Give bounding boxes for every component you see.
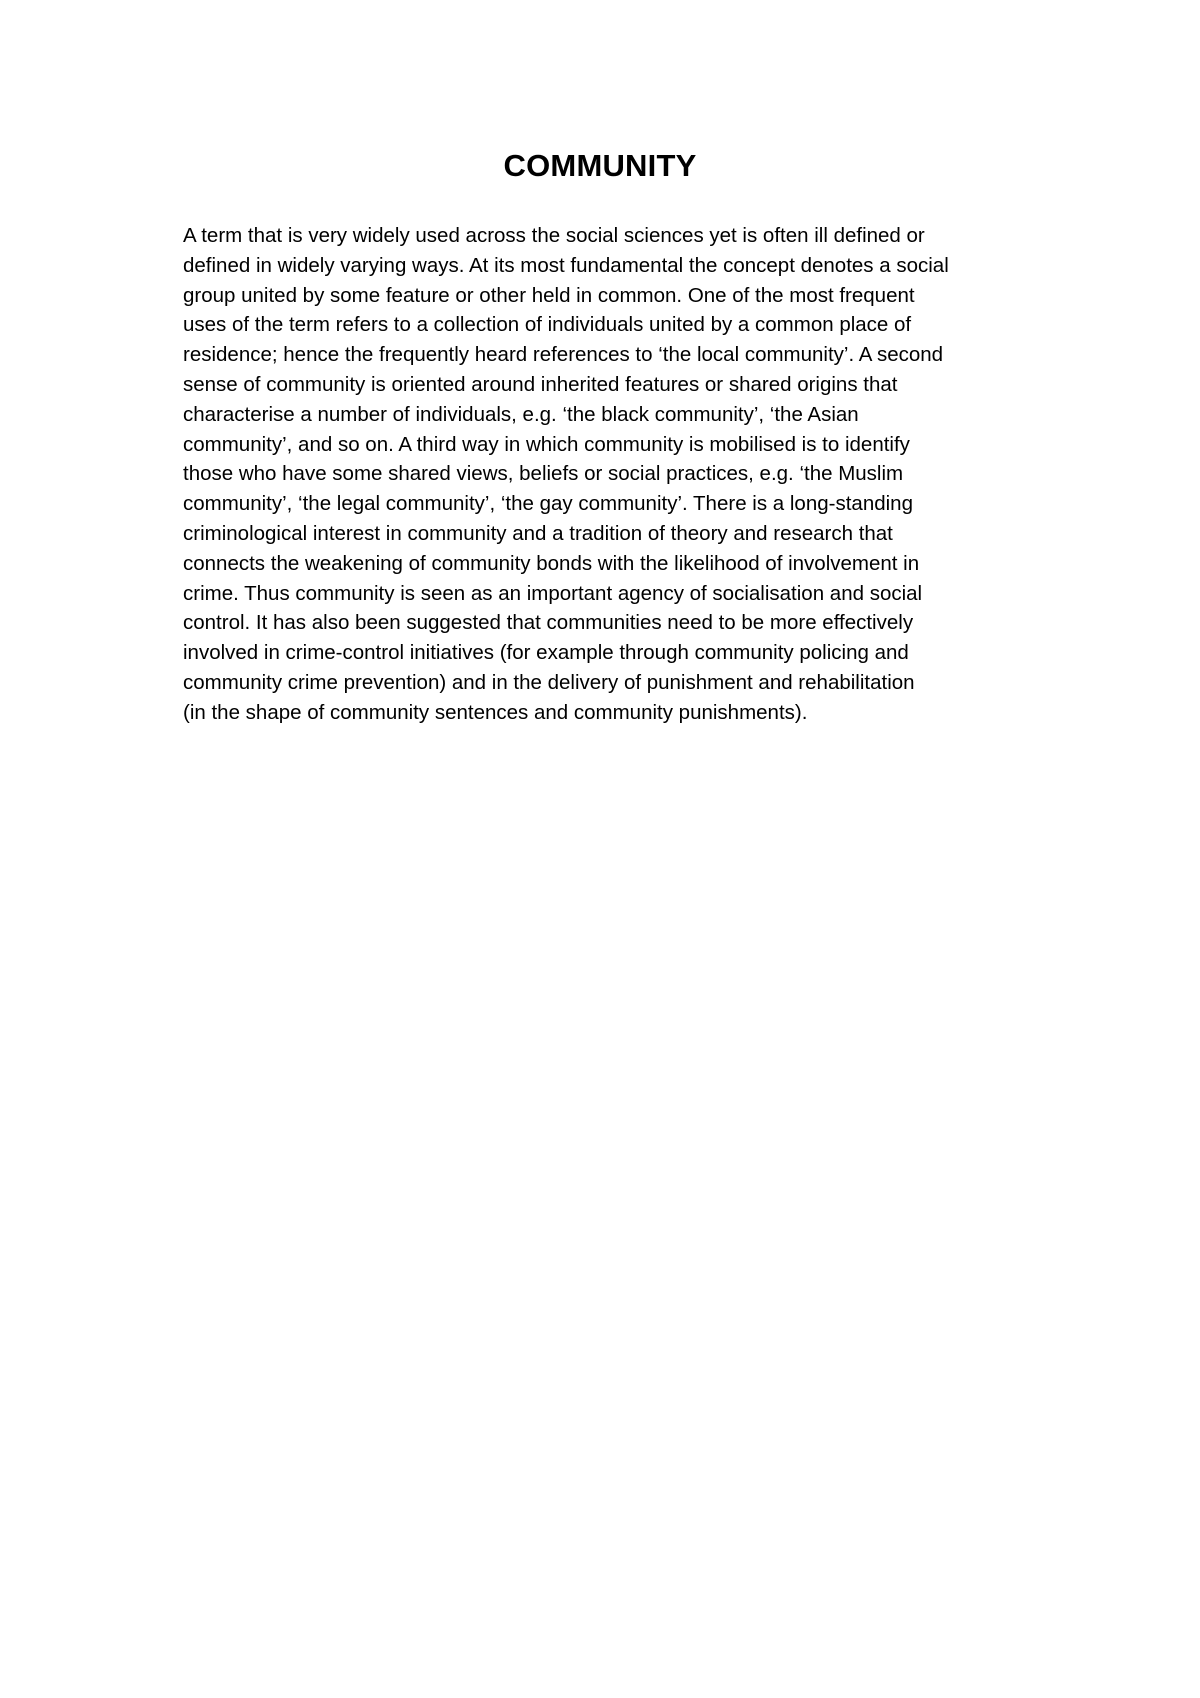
body-line: criminological interest in community and a tradition of theory and research that <box>183 521 893 545</box>
body-line: community’, ‘the legal community’, ‘the gay community’. There is a long-standing <box>183 492 913 516</box>
body-line: residence; hence the frequently heard references to ‘the local community’. A second <box>183 343 944 367</box>
body-line: community’, and so on. A third way in which community is mobilised is to identify <box>183 432 910 456</box>
body-line: sense of community is oriented around inherited features or shared origins that <box>183 372 898 396</box>
body-line: uses of the term refers to a collection of individuals united by a common place of <box>183 313 912 337</box>
body-line: those who have some shared views, beliefs or social practices, e.g. ‘the Muslim <box>183 462 904 486</box>
document-body <box>183 221 1063 728</box>
body-line: group united by some feature or other held in common. One of the most frequent <box>183 283 915 307</box>
body-line: A term that is very widely used across the social sciences yet is often ill defined or <box>183 224 925 247</box>
document-title: COMMUNITY <box>503 148 697 183</box>
body-line: crime. Thus community is seen as an important agency of socialisation and social <box>183 581 923 605</box>
body-line: connects the weakening of community bonds with the likelihood of involvement in <box>183 551 920 575</box>
body-line: characterise a number of individuals, e.g. ‘the black community’, ‘the Asian <box>183 402 859 426</box>
body-line: (in the shape of community sentences and community punishments). <box>183 700 808 724</box>
body-line: involved in crime-control initiatives (for example through community policing and <box>183 641 909 665</box>
body-line: community crime prevention) and in the delivery of punishment and rehabilitation <box>183 670 915 694</box>
body-line: defined in widely varying ways. At its most fundamental the concept denotes a social <box>183 253 949 277</box>
body-line: control. It has also been suggested that communities need to be more effectively <box>183 611 914 635</box>
